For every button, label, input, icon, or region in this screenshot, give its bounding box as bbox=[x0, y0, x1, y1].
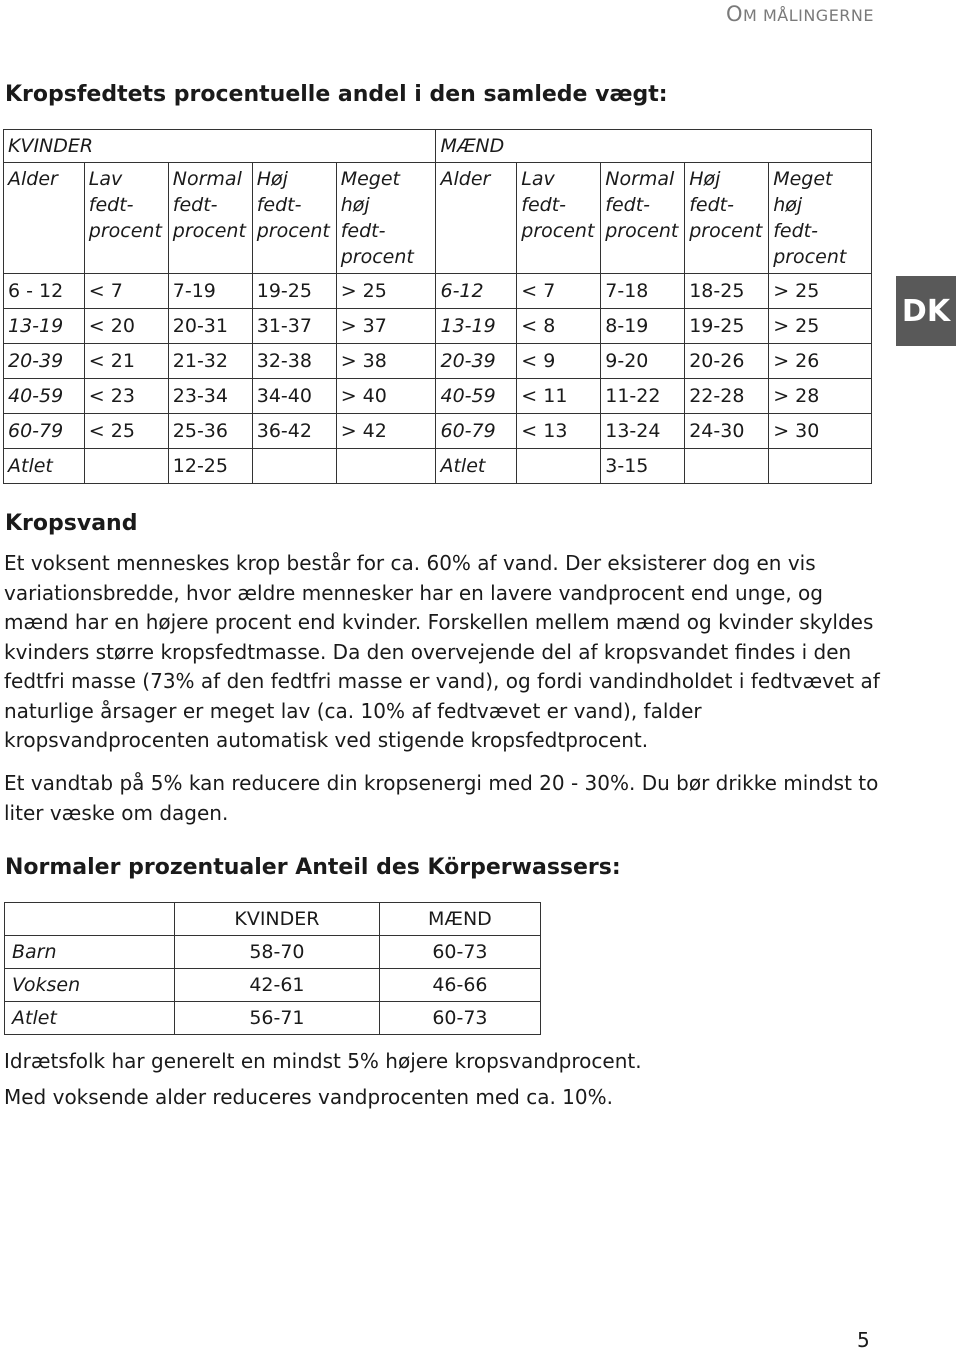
header-line: Høj bbox=[256, 168, 288, 190]
women-cell: 60-79 bbox=[4, 414, 85, 449]
header-line: Høj bbox=[689, 168, 721, 190]
water-men-cell: 46-66 bbox=[379, 969, 540, 1002]
men-cell: 60-79 bbox=[436, 414, 517, 449]
women-cell: 31-37 bbox=[252, 309, 336, 344]
women-cell: 40-59 bbox=[4, 379, 85, 414]
women-cell: 6 - 12 bbox=[4, 274, 85, 309]
men-cell bbox=[769, 449, 872, 484]
water-women-cell: 58-70 bbox=[175, 936, 380, 969]
header-line: fedt- bbox=[689, 194, 734, 216]
men-cell bbox=[685, 449, 769, 484]
women-cell: < 25 bbox=[84, 414, 168, 449]
table-row bbox=[5, 969, 541, 1002]
women-col-header bbox=[84, 163, 168, 274]
header-line: procent bbox=[689, 220, 763, 242]
women-cell: 20-31 bbox=[168, 309, 252, 344]
men-col-header bbox=[685, 163, 769, 274]
header-line: procent bbox=[172, 220, 246, 242]
header-line: fedt- bbox=[773, 220, 818, 242]
men-cell: 9-20 bbox=[601, 344, 685, 379]
women-cell: < 23 bbox=[84, 379, 168, 414]
water-paragraph-2: Et vandtab på 5% kan reducere din kropsenergi med 20 - 30%. Du bør drikke mindst to liter væske om dagen. bbox=[4, 771, 879, 825]
men-cell: < 8 bbox=[517, 309, 601, 344]
men-cell: 13-19 bbox=[436, 309, 517, 344]
men-cell: 20-26 bbox=[685, 344, 769, 379]
table-row bbox=[4, 449, 872, 484]
header-line: procent bbox=[605, 220, 679, 242]
men-cell: 13-24 bbox=[601, 414, 685, 449]
women-cell bbox=[84, 449, 168, 484]
header-line: Meget bbox=[340, 168, 400, 190]
women-cell: < 21 bbox=[84, 344, 168, 379]
header-line: procent bbox=[340, 246, 414, 268]
water-women-cell: 42-61 bbox=[175, 969, 380, 1002]
water-header-empty bbox=[5, 903, 175, 936]
header-line: Lav bbox=[521, 168, 555, 190]
header-line: procent bbox=[256, 220, 330, 242]
water-table-heading: Normaler prozentualer Anteil des Körperwassers: bbox=[5, 855, 621, 880]
header-line: Lav bbox=[88, 168, 123, 190]
water-men-cell: 60-73 bbox=[379, 1002, 540, 1035]
women-col-header bbox=[168, 163, 252, 274]
note-age: Med voksende alder reduceres vandprocenten med ca. 10%. bbox=[4, 1085, 613, 1109]
men-cell: < 9 bbox=[517, 344, 601, 379]
women-col-header bbox=[336, 163, 436, 274]
women-cell: 36-42 bbox=[252, 414, 336, 449]
water-women-cell: 56-71 bbox=[175, 1002, 380, 1035]
men-cell: > 25 bbox=[769, 309, 872, 344]
women-cell: > 38 bbox=[336, 344, 436, 379]
men-cell: 8-19 bbox=[601, 309, 685, 344]
men-cell: 3-15 bbox=[601, 449, 685, 484]
water-header-women: KVINDER bbox=[175, 903, 380, 936]
water-label-cell: Barn bbox=[5, 936, 175, 969]
women-cell: > 42 bbox=[336, 414, 436, 449]
header-line: fedt- bbox=[88, 194, 134, 216]
women-cell: 20-39 bbox=[4, 344, 85, 379]
men-cell: > 30 bbox=[769, 414, 872, 449]
header-line: procent bbox=[521, 220, 595, 242]
body-fat-heading: Kropsfedtets procentuelle andel i den samlede vægt: bbox=[5, 82, 668, 107]
men-cell: < 11 bbox=[517, 379, 601, 414]
water-header-row bbox=[5, 903, 541, 936]
header-line: fedt- bbox=[256, 194, 302, 216]
women-cell: > 40 bbox=[336, 379, 436, 414]
header-line: fedt- bbox=[605, 194, 650, 216]
column-header-row bbox=[4, 163, 872, 274]
water-paragraph-1: Et voksent menneskes krop består for ca. 60% af vand. Der eksisterer dog en vis variationsbredde, hvor ældre mennesker har en lavere vandprocent end unge, og mænd har en højere procent end kvinder. Forskellen mellem mænd og kvinder skyldes kvinders større kropsfedtmasse. Da den overvejende del af kropsvandet findes i den fedtfri masse (73% af den fedtfri masse er vand), og fordi vandindholdet i fedtvævet af naturlige årsager er meget lav (ca. 10% af fedtvævet er vand), falder kropsvandprocenten automatisk ved stigende kropsfedtprocent. bbox=[4, 551, 880, 752]
men-cell: 11-22 bbox=[601, 379, 685, 414]
men-cell: > 28 bbox=[769, 379, 872, 414]
men-cell: 7-18 bbox=[601, 274, 685, 309]
women-cell bbox=[252, 449, 336, 484]
women-cell: 21-32 bbox=[168, 344, 252, 379]
header-line: procent bbox=[773, 246, 847, 268]
men-cell: 40-59 bbox=[436, 379, 517, 414]
note-athletes: Idrætsfolk har generelt en mindst 5% højere kropsvandprocent. bbox=[4, 1049, 642, 1073]
table-row bbox=[4, 344, 872, 379]
women-cell: < 7 bbox=[84, 274, 168, 309]
women-cell: 34-40 bbox=[252, 379, 336, 414]
women-cell: 7-19 bbox=[168, 274, 252, 309]
header-line: procent bbox=[88, 220, 162, 242]
women-cell: < 20 bbox=[84, 309, 168, 344]
table-row bbox=[5, 936, 541, 969]
header-line: høj bbox=[340, 194, 370, 216]
women-col-header bbox=[4, 163, 85, 274]
men-cell: 20-39 bbox=[436, 344, 517, 379]
women-cell: 19-25 bbox=[252, 274, 336, 309]
table-row bbox=[4, 414, 872, 449]
language-badge: DK bbox=[896, 276, 956, 346]
header-line: Normal bbox=[172, 168, 242, 190]
header-line: Alder bbox=[440, 168, 491, 190]
women-cell: > 25 bbox=[336, 274, 436, 309]
table-row bbox=[4, 379, 872, 414]
women-cell: Atlet bbox=[4, 449, 85, 484]
men-cell: 22-28 bbox=[685, 379, 769, 414]
header-line: fedt- bbox=[172, 194, 218, 216]
water-table bbox=[4, 902, 541, 1035]
header-line: Alder bbox=[8, 168, 58, 190]
men-cell: < 7 bbox=[517, 274, 601, 309]
women-cell: 32-38 bbox=[252, 344, 336, 379]
water-men-cell: 60-73 bbox=[379, 936, 540, 969]
women-cell: > 37 bbox=[336, 309, 436, 344]
women-cell: 12-25 bbox=[168, 449, 252, 484]
men-cell: 24-30 bbox=[685, 414, 769, 449]
water-label-cell: Voksen bbox=[5, 969, 175, 1002]
women-cell: 13-19 bbox=[4, 309, 85, 344]
men-cell: > 26 bbox=[769, 344, 872, 379]
women-cell: 25-36 bbox=[168, 414, 252, 449]
women-col-header bbox=[252, 163, 336, 274]
table-row bbox=[4, 309, 872, 344]
page-number: 5 bbox=[857, 1328, 870, 1352]
men-cell: 18-25 bbox=[685, 274, 769, 309]
running-head: OM MÅLINGERNE bbox=[726, 2, 874, 26]
table-row bbox=[4, 274, 872, 309]
women-cell bbox=[336, 449, 436, 484]
women-cell: 23-34 bbox=[168, 379, 252, 414]
men-group-label: MÆND bbox=[436, 130, 872, 163]
men-cell bbox=[517, 449, 601, 484]
water-heading: Kropsvand bbox=[5, 511, 138, 536]
header-line: høj bbox=[773, 194, 803, 216]
header-line: Meget bbox=[773, 168, 833, 190]
header-line: fedt- bbox=[340, 220, 386, 242]
table-row bbox=[5, 1002, 541, 1035]
water-header-men: MÆND bbox=[379, 903, 540, 936]
body-fat-table bbox=[3, 129, 872, 484]
men-cell: Atlet bbox=[436, 449, 517, 484]
men-col-header bbox=[601, 163, 685, 274]
men-cell: 6-12 bbox=[436, 274, 517, 309]
header-line: Normal bbox=[605, 168, 675, 190]
men-cell: 19-25 bbox=[685, 309, 769, 344]
water-label-cell: Atlet bbox=[5, 1002, 175, 1035]
men-cell: < 13 bbox=[517, 414, 601, 449]
men-cell: > 25 bbox=[769, 274, 872, 309]
men-col-header bbox=[436, 163, 517, 274]
men-col-header bbox=[769, 163, 872, 274]
women-group-label: KVINDER bbox=[4, 130, 436, 163]
gender-header-row bbox=[4, 130, 872, 163]
men-col-header bbox=[517, 163, 601, 274]
header-line: fedt- bbox=[521, 194, 567, 216]
